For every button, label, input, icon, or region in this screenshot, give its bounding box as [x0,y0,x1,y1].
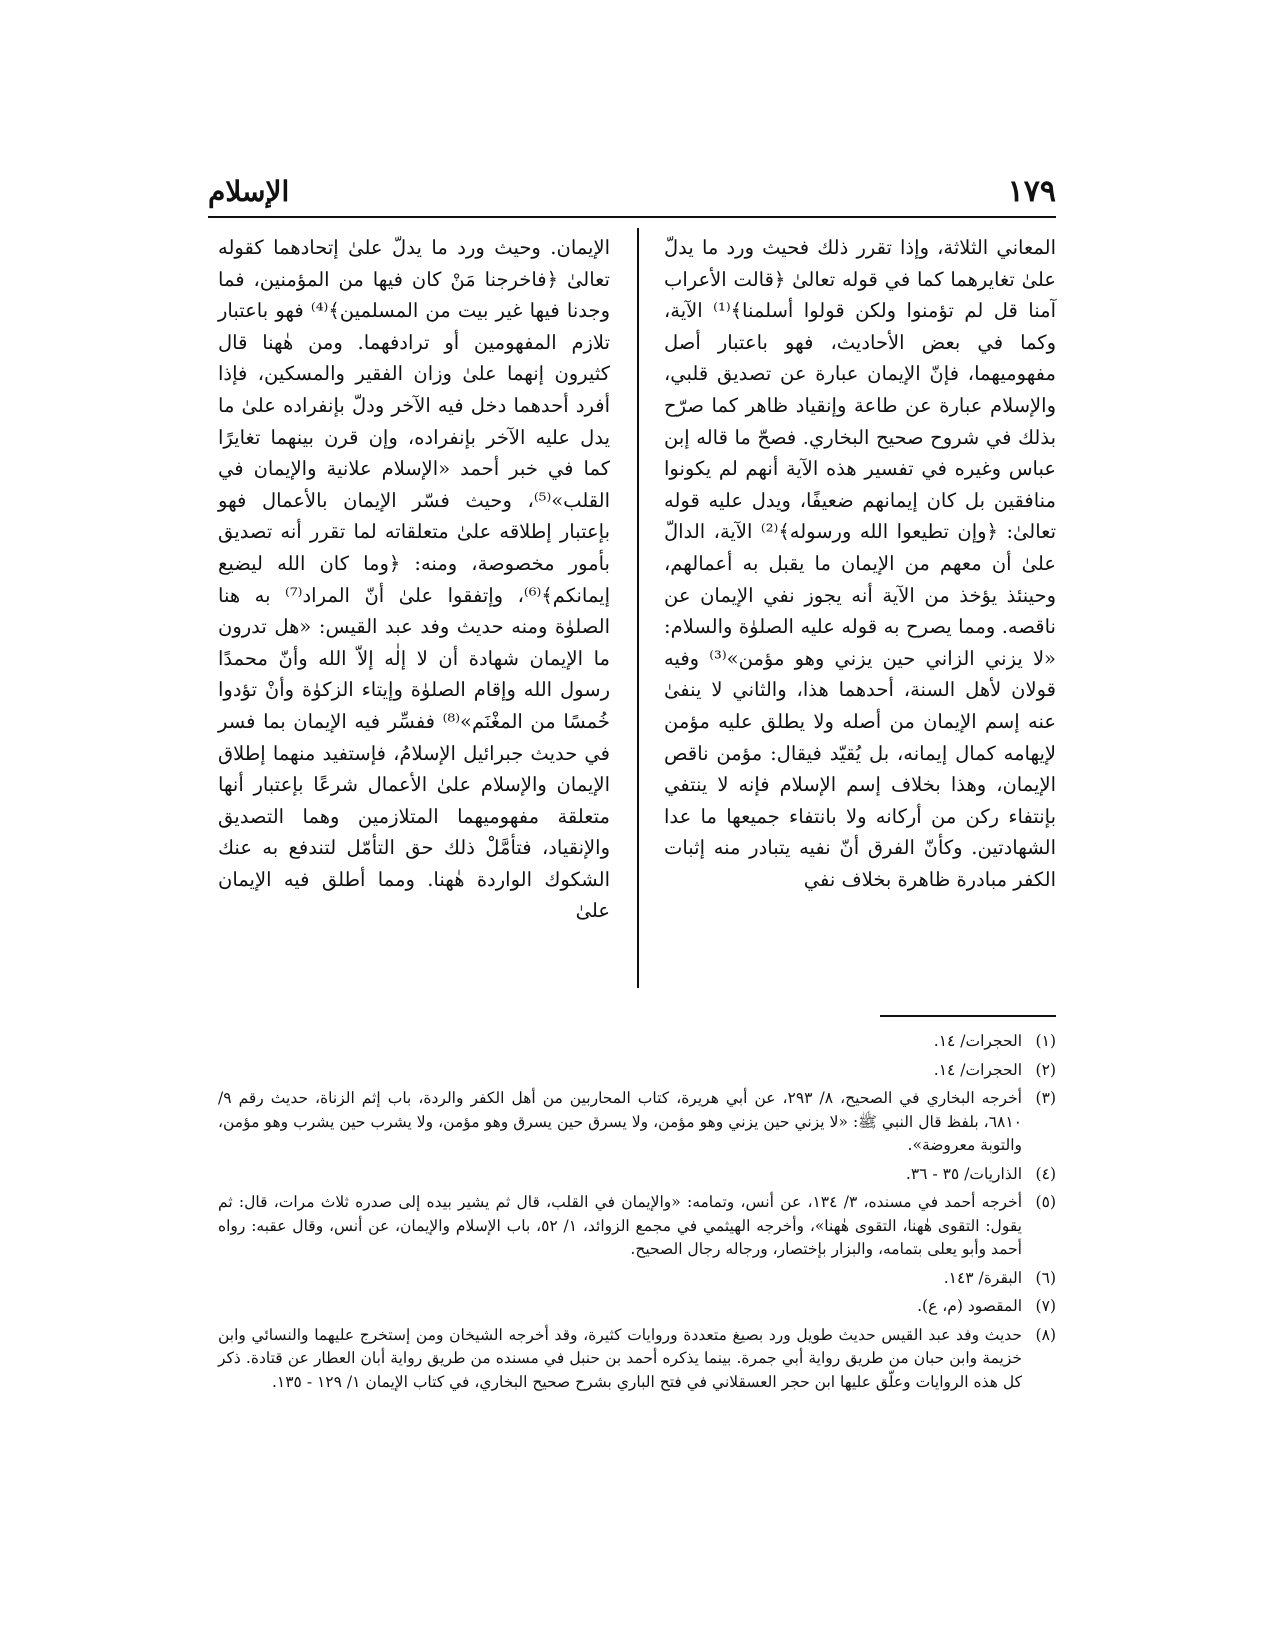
footnote-text: الذاريات/ ٣٥ - ٣٦. [905,1164,1022,1183]
footnote-rule [880,1015,1056,1017]
footnote-number: (٦) [1035,1268,1056,1287]
footnote-text: أخرجه البخاري في الصحيح، ٨/ ٢٩٣، عن أبي هريرة، كتاب المحاربين من أهل الكفر والردة، باب إثم الزناة، حديث رقم ٩/ ٦٨١٠، بلفظ قال النبي ﷺ: «لا يزني حين يزني وهو مؤمن، ولا يسرق حين يسرق وهو مؤمن، ولا يشرب حين يشرب وهو مؤمن، والتوبة معروضة». [218,1089,1022,1154]
footnotes [218,1030,1056,1399]
footnote-text: أخرجه أحمد في مسنده، ٣/ ١٣٤، عن أنس، وتمامه: «والإيمان في القلب، قال ثم يشير بيده إلى صدره ثلاث مرات، قال: ثم يقول: التقوى هٰهنا، التقوى هٰهنا»، وأخرجه الهيثمي في مجمع الزوائد، ١/ ٥٢، باب الإسلام والإيمان، عن أنس، وقال عقبه: رواه أحمد وأبو يعلى بتمامه، والبزار بإختصار، ورجاله رجال الصحيح. [218,1193,1023,1258]
footnote-7 [218,1295,1056,1319]
footnote-3 [218,1087,1056,1158]
footnote-text: البقرة/ ١٤٣. [943,1268,1022,1287]
paragraph-left: الإيمان. وحيث ورد ما يدلّ علىٰ إتحادهما كقوله تعالىٰ ﴿فاخرجنا مَنْ كان فيها من المؤمنين، فما وجدنا فيها غير بيت من المسلمين﴾⁽⁴⁾ فهو باعتبار تلازم المفهومين أو ترادفهما. ومن هٰهنا قال كثيرون إنهما علىٰ وزان الفقير والمسكين، فإذا أفرد أحدهما دخل فيه الآخر ودلّ بإنفراده علىٰ ما يدل عليه الآخر بإنفراده، وإن قرن بينهما تغايرًا كما في خبر أحمد «الإسلام علانية والإيمان في القلب»⁽⁵⁾، وحيث فسّر الإيمان بالأعمال فهو بإعتبار إطلاقه علىٰ متعلقاته لما تقرر أنه تصديق بأمور مخصوصة، ومنه: ﴿وما كان الله ليضيع إيمانكم﴾⁽⁶⁾، وإتفقوا علىٰ أنّ المراد⁽⁷⁾ به هنا الصلوٰة ومنه حديث وفد عبد القيس: «هل تدرون ما الإيمان شهادة أن لا إلٰه إلاّ الله وأنّ محمدًا رسول الله وإقام الصلوٰة وإيتاء الزكوٰة وأنْ تؤدوا خُمسًا من المغْنَم»⁽⁸⁾ ففسِّر فيه الإيمان بما فسر في حديث جبرائيل الإسلامُ، فإستفيد منهما إطلاق الإيمان والإسلام علىٰ الأعمال شرعًا بإعتبار أنها متعلقة مفهوميهما المتلازمين وهما التصديق والإنقياد، فتأمَّلْ ذلك حق التأمّل لتندفع به عنك الشكوك الواردة هٰهنا. ومما أطلق فيه الإيمان علىٰ [218,236,611,923]
page-number: ١٧٩ [1007,174,1056,209]
footnote-2 [218,1059,1056,1083]
footnote-1 [218,1030,1056,1054]
footnote-number: (١) [1035,1032,1056,1050]
footnote-text: الحجرات/ ١٤. [933,1060,1022,1079]
footnote-number: (٥) [1035,1193,1056,1211]
column-divider [637,228,639,988]
footnote-8 [218,1324,1056,1395]
running-title: الإسلام [208,175,290,208]
footnote-6 [218,1267,1056,1291]
footnote-text: حديث وفد عبد القيس حديث طويل ورد بصيغ متعددة وروايات كثيرة، وقد أخرجه الشيخان ومن إستخرج عليهما والنسائي وابن خزيمة وابن حبان من طريق رواية أبي جمرة. بينما يذكره أحمد بن حنبل في مسنده من طريق رواية أبان العطار عن قتادة. ذكر كل هذه الروايات وعلّق عليها ابن حجر العسقلاني في فتح الباري بشرح صحيح البخاري، في كتاب الإيمان ١/ ١٢٩ - ١٣٥. [218,1325,1022,1391]
footnote-number: (٨) [1035,1325,1056,1344]
footnote-text: الحجرات/ ١٤. [933,1032,1022,1050]
footnote-number: (٣) [1035,1089,1056,1107]
footnote-number: (٧) [1035,1297,1056,1315]
header-rule [208,216,1056,218]
footnote-number: (٢) [1035,1060,1056,1079]
footnote-number: (٤) [1035,1164,1056,1183]
paragraph-right: المعاني الثلاثة، وإذا تقرر ذلك فحيث ورد ما يدلّ علىٰ تغايرهما كما في قوله تعالىٰ ﴿قالت الأعراب آمنا قل لم تؤمنوا ولكن قولوا أسلمنا﴾⁽¹⁾ الآية، وكما في بعض الأحاديث، فهو باعتبار أصل مفهوميهما، فإنّ الإيمان عبارة عن تصديق قلبي، والإسلام عبارة عن طاعة وإنقياد ظاهر كما صرّح بذلك في شروح صحيح البخاري. فصحّ ما قاله إبن عباس وغيره في تفسير هذه الآية أنهم لم يكونوا منافقين بل كان إيمانهم ضعيفًا، ويدل عليه قوله تعالىٰ: ﴿وإن تطيعوا الله ورسوله﴾⁽²⁾ الآية، الدالّ علىٰ أن معهم من الإيمان ما يقبل به أعمالهم، وحينئذ يؤخذ من الآية أنه يجوز نفي الإيمان عن ناقصه. ومما يصرح به قوله عليه الصلوٰة والسلام: «لا يزني الزاني حين يزني وهو مؤمن»⁽³⁾ وفيه قولان لأهل السنة، أحدهما هذا، والثاني لا ينفىٰ عنه إسم الإيمان من أصله ولا يطلق عليه مؤمن لإيهامه كمال إيمانه، بل يُقيّد فيقال: مؤمن ناقص الإيمان، وهذا بخلاف إسم الإسلام فإنه لا ينتفي بإنتفاء ركن من أركانه ولا بانتفاء جميعها ما عدا الشهادتين. وكأنّ الفرق أنّ نفيه يتبادر منه إثبات الكفر مبادرة ظاهرة بخلاف نفي [664,236,1056,891]
footnote-text: المقصود (م، ع). [917,1297,1022,1315]
footnote-4 [218,1163,1056,1187]
page-header [208,172,1056,212]
text-column-left [218,232,610,927]
text-column-right [664,232,1056,895]
footnote-5 [218,1191,1056,1262]
